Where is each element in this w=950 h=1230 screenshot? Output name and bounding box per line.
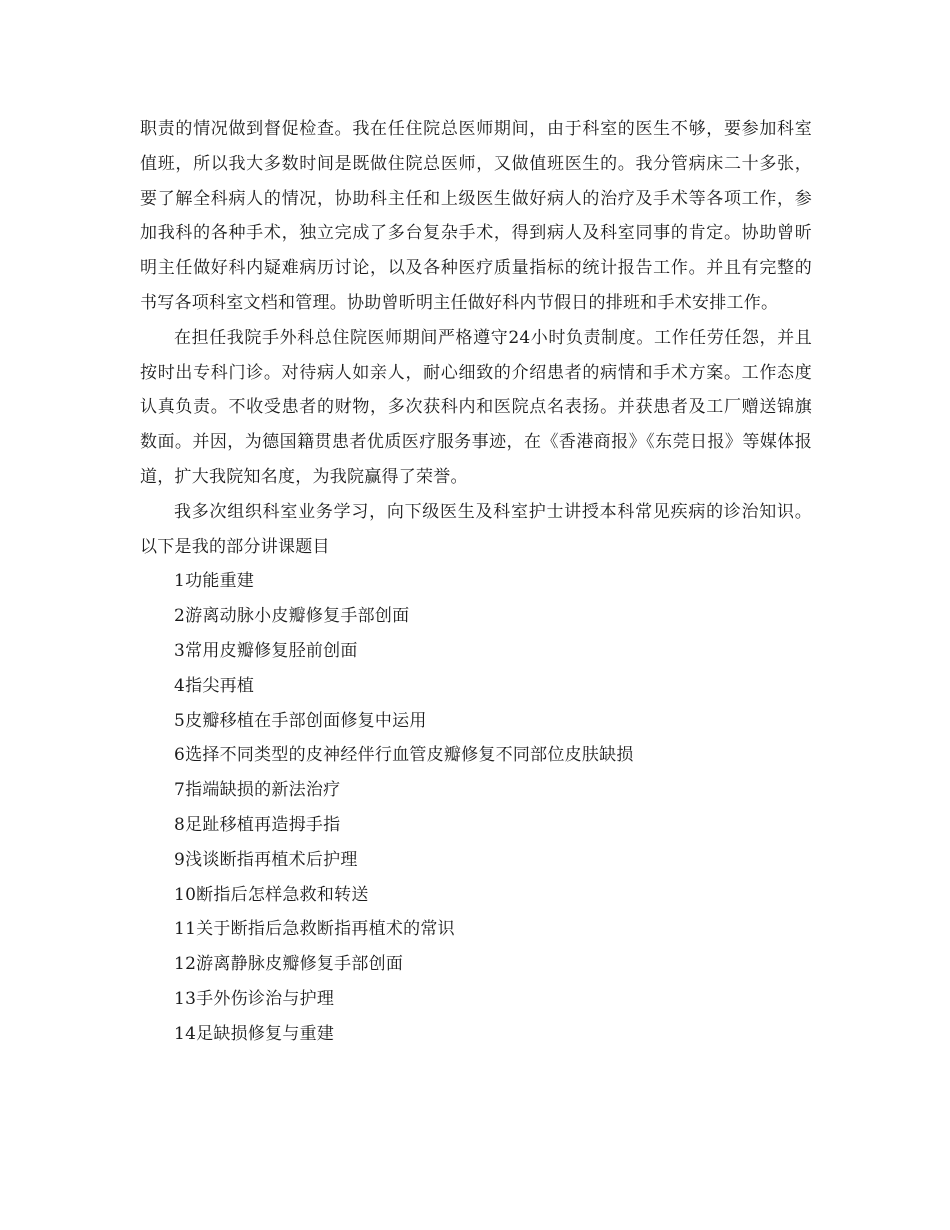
list-item: 11关于断指后急救断指再植术的常识 <box>174 919 455 940</box>
lecture-topic-list <box>140 564 812 1051</box>
list-item: 12游离静脉皮瓣修复手部创面 <box>174 954 404 975</box>
list-item: 13手外伤诊治与护理 <box>174 988 335 1009</box>
list-item: 1功能重建 <box>174 571 255 592</box>
paragraph-lecture-intro: 我多次组织科室业务学习，向下级医生及科室护士讲授本科常见疾病的诊治知识。以下是我的部分讲课题目 <box>140 501 812 557</box>
list-item: 5皮瓣移植在手部创面修复中运用 <box>174 710 427 731</box>
paragraph-duty-continuation: 职责的情况做到督促检查。我在任住院总医师期间，由于科室的医生不够，要参加科室值班，所以我大多数时间是既做住院总医师，又做值班医生的。我分管病床二十多张，要了解全科病人的情况，协助科主任和上级医生做好病人的治疗及手术等各项工作，参加我科的各种手术，独立完成了多台复杂手术，得到病人及科室同事的肯定。协助曾昕明主任做好科内疑难病历讨论，以及各种医疗质量指标的统计报告工作。并且有完整的书写各项科室文档和管理。协助曾昕明主任做好科内节假日的排班和手术安排工作。 <box>140 119 812 313</box>
list-item: 2游离动脉小皮瓣修复手部创面 <box>174 606 410 627</box>
list-item: 6选择不同类型的皮神经伴行血管皮瓣修复不同部位皮肤缺损 <box>174 745 634 766</box>
document-body <box>140 112 812 1052</box>
paragraph-chief-resident-conduct: 在担任我院手外科总住院医师期间严格遵守24小时负责制度。工作任劳任怨，并且按时出专科门诊。对待病人如亲人，耐心细致的介绍患者的病情和手术方案。工作态度认真负责。不收受患者的财物，多次获科内和医院点名表扬。并获患者及工厂赠送锦旗数面。并因，为德国籍贯患者优质医疗服务事迹，在《香港商报》《东莞日报》等媒体报道，扩大我院知名度，为我院赢得了荣誉。 <box>140 327 812 487</box>
list-item: 9浅谈断指再植术后护理 <box>174 849 358 870</box>
list-item: 8足趾移植再造拇手指 <box>174 814 341 835</box>
list-item: 7指端缺损的新法治疗 <box>174 780 341 801</box>
list-item: 4指尖再植 <box>174 675 255 696</box>
list-item: 14足缺损修复与重建 <box>174 1023 335 1044</box>
list-item: 10断指后怎样急救和转送 <box>174 884 369 905</box>
list-item: 3常用皮瓣修复胫前创面 <box>174 640 358 661</box>
